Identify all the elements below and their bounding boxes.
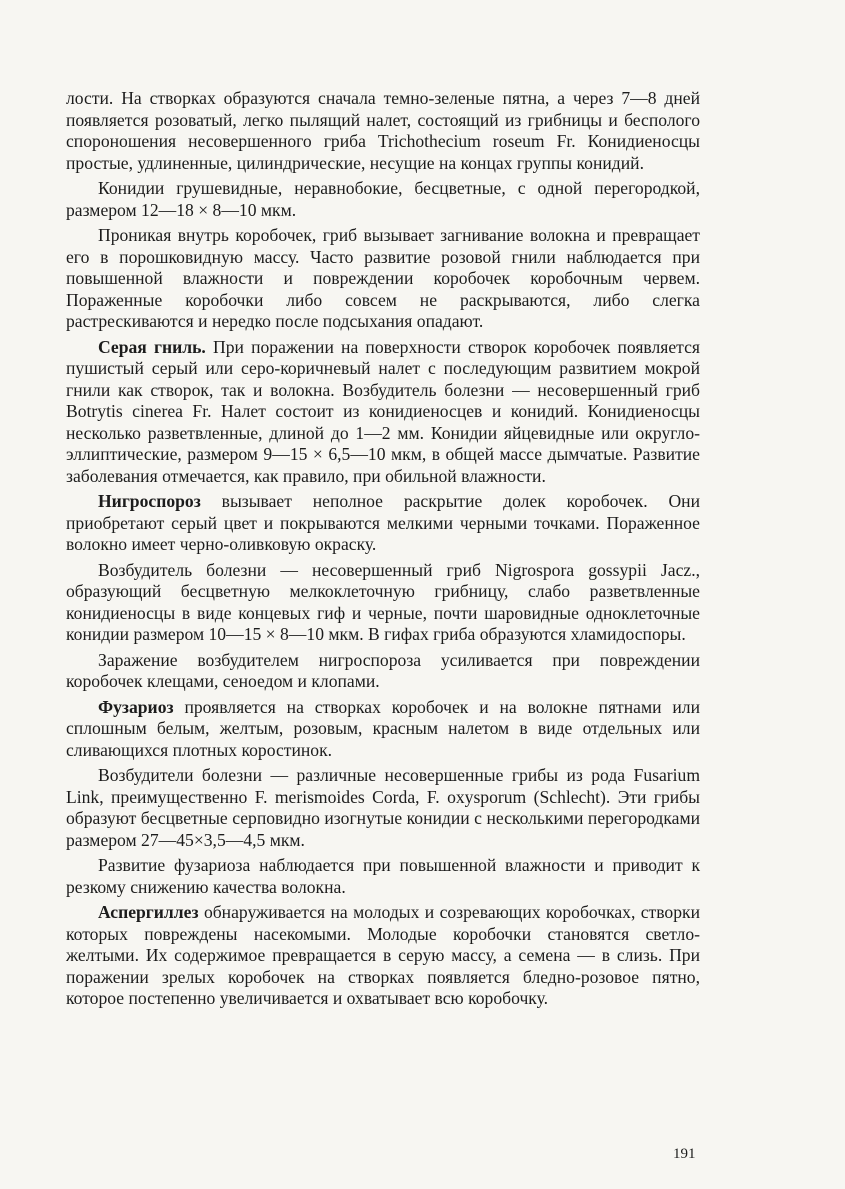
paragraph-text: обнаруживается на молодых и созревающих коробочках, створки которых повреждены насекомыми. Молодые коробочки становятся светло-желтыми. Их содержимое превращается в серую массу, а семена — в слизь. При поражении зрелых коробочек на створках появляется бледно-розовое пятно, которое постепенно увеличивается и охватывает всю коробочку. <box>66 902 700 1008</box>
paragraph <box>66 560 700 646</box>
paragraph-text: проявляется на створках коробочек и на волокне пятнами или сплошным белым, желтым, розовым, красным налетом в виде отдельных или сливающихся плотных коростинок. <box>66 696 700 760</box>
paragraph <box>66 178 700 221</box>
paragraph <box>66 337 700 488</box>
paragraph-text: Возбудители болезни — различные несовершенные грибы из рода Fusarium Link, преимущественно F. merismoides Corda, F. oxysporum (Schlecht). Эти грибы образуют бесцветные серповидно изогнутые конидии с несколькими перегородками размером 27—45×3,5—4,5 мкм. <box>66 765 700 850</box>
section-term: Фузариоз <box>98 696 174 717</box>
paragraph <box>66 225 700 333</box>
paragraph-text: Конидии грушевидные, неравнобокие, бесцветные, с одной перегородкой, размером 12—18 × 8—10 мкм. <box>66 178 700 220</box>
paragraph <box>66 697 700 762</box>
paragraph-text: Возбудитель болезни — несовершенный гриб Nigrospora gossypii Jacz., образующий бесцветную мелкоклеточную грибницу, слабо разветвленные конидиеносцы в виде концевых гиф и черные, почти шаровидные одноклеточные конидии размером 10—15 × 8—10 мкм. В гифах гриба образуются хламидоспоры. <box>66 559 700 644</box>
paragraph-text: При поражении на поверхности створок коробочек появляется пушистый серый или серо-коричневый налет с последующим развитием мокрой гнили как створок, так и волокна. Возбудитель болезни — несовершенный гриб Botrytis cinerea Fr. Налет состоит из конидиеносцев и конидий. Конидиеносцы несколько разветвленные, длиной до 1—2 мм. Конидии яйцевидные или округло-эллиптические, размером 9—15 × 6,5—10 мкм, в общей массе дымчатые. Развитие заболевания отмечается, как правило, при обильной влажности. <box>66 336 700 486</box>
paragraph <box>66 491 700 556</box>
paragraph <box>66 88 700 174</box>
paragraph <box>66 855 700 898</box>
paragraph <box>66 650 700 693</box>
paragraph-text: вызывает неполное раскрытие долек коробочек. Они приобретают серый цвет и покрываются мелкими черными точками. Пораженное волокно имеет черно-оливковую окраску. <box>66 491 700 554</box>
page-body <box>66 88 700 1014</box>
paragraph-text: Развитие фузариоза наблюдается при повышенной влажности и приводит к резкому снижению качества волокна. <box>66 855 700 897</box>
paragraph-text: Заражение возбудителем нигроспороза усиливается при повреждении коробочек клещами, сеноедом и клопами. <box>66 649 700 691</box>
paragraph-text: лости. На створках образуются сначала темно-зеленые пятна, а через 7—8 дней появляется розоватый, легко пылящий налет, состоящий из грибницы и бесполого спороношения несовершенного гриба Trichothecium roseum Fr. Конидиеносцы простые, удлиненные, цилиндрические, несущие на концах группы конидий. <box>66 88 700 173</box>
page-number: 191 <box>673 1146 696 1162</box>
paragraph <box>66 902 700 1010</box>
section-term: Серая гниль. <box>98 336 206 357</box>
section-term: Аспергиллез <box>98 902 199 922</box>
paragraph <box>66 765 700 851</box>
section-term: Нигроспороз <box>98 491 201 511</box>
paragraph-text: Проникая внутрь коробочек, гриб вызывает загнивание волокна и превращает его в порошковидную массу. Часто развитие розовой гнили наблюдается при повышенной влажности и повреждении коробочек коробочным червем. Пораженные коробочки либо совсем не раскрываются, либо слегка растрескиваются и нередко после подсыхания опадают. <box>66 225 700 331</box>
